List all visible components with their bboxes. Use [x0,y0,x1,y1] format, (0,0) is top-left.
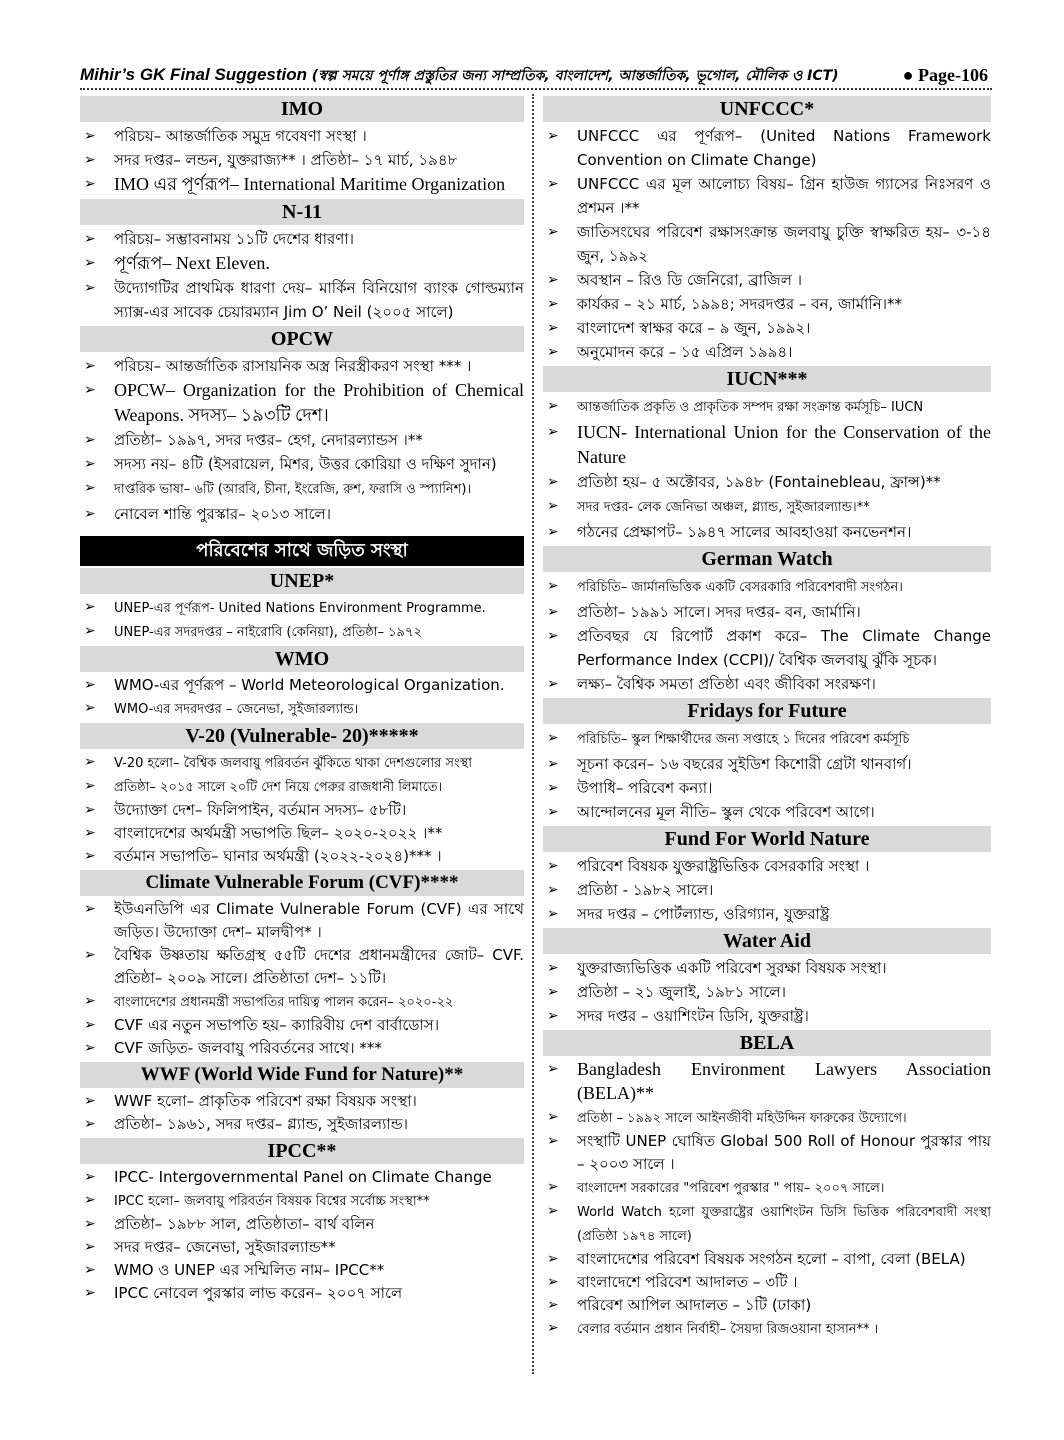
arrow-bullet-icon: ➢ [547,756,559,772]
arrow-bullet-icon: ➢ [547,1274,559,1290]
arrow-bullet-icon: ➢ [547,906,559,922]
arrow-bullet-icon: ➢ [547,604,559,620]
list-item [80,944,524,990]
arrow-bullet-icon: ➢ [84,1285,96,1301]
imo-list [80,124,524,197]
header-title [80,64,839,88]
item-text: প্রতিষ্ঠা – ১৯৯২ সালে আইনজীবী মহিউদ্দিন ফারুকের উদ্যোগে। [577,1111,907,1126]
arrow-bullet-icon: ➢ [84,456,96,472]
item-text: সদর দপ্তর– জেনেভা, সুইজারল্যান্ড** [114,1238,336,1256]
item-text: সদস্য নয়– ৪টি (ইসরায়েল, মিশর, উত্তর কোরিয়া ও দক্ষিণ সুদান) [114,455,497,473]
item-text: UNFCCC এর পূর্ণরূপ– (United Nations Framework Convention on Climate Change) [577,127,991,169]
list-item [543,520,991,544]
arrow-bullet-icon: ➢ [547,344,559,360]
list-item [80,822,524,845]
arrow-bullet-icon: ➢ [547,1320,559,1336]
list-item [543,854,991,878]
item-text: প্রতিষ্ঠা– ২০১৫ সালে ২০টি দেশ নিয়ে পেরুর রাজধানী লিমাতে। [114,780,443,795]
list-item [543,1004,991,1028]
list-item [80,1259,524,1282]
arrow-bullet-icon: ➢ [547,224,559,240]
list-item [543,470,991,494]
iucn-list [543,394,991,544]
header-title-text: Mihir’s GK Final Suggestion [80,65,308,84]
item-text: দাপ্তরিক ভাষা– ৬টি (আরবি, চীনা, ইংরেজি, রুশ, ফরাসি ও স্প্যানিশ)। [114,482,472,497]
item-text: যুক্তরাজ্যভিত্তিক একটি পরিবেশ সুরক্ষা বিষয়ক সংস্থা। [577,959,887,977]
arrow-bullet-icon: ➢ [84,599,96,615]
item-text: WMO ও UNEP এর সম্মিলিত নাম– IPCC** [114,1261,385,1279]
item-text: IUCN- International Union for the Conservation of the Nature [577,422,991,467]
arrow-bullet-icon: ➢ [84,623,96,639]
list-item [80,1113,524,1136]
item-text: পরিচয়– আন্তর্জাতিক সমুদ্র গবেষণা সংস্থা । [114,127,367,145]
list-item [80,1037,524,1060]
list-item [543,956,991,980]
arrow-bullet-icon: ➢ [84,432,96,448]
unfccc-list [543,124,991,364]
item-text: UNEP-এর সদরদপ্তর – নাইরোবি (কেনিয়া), প্রতিষ্ঠা– ১৯৭২ [114,625,422,640]
section-title-water-aid: Water Aid [543,928,991,954]
section-title-cvf: Climate Vulnerable Forum (CVF)**** [80,870,524,896]
environment-heading: পরিবেশের সাথে জড়িত সংস্থা [80,536,524,566]
item-text: বাংলাদেশ স্বাক্ষর করে – ৯ জুন, ১৯৯২। [577,319,811,337]
arrow-bullet-icon: ➢ [84,280,96,296]
list-item [543,878,991,902]
arrow-bullet-icon: ➢ [547,398,559,414]
arrow-bullet-icon: ➢ [84,993,96,1009]
header-subtitle: (স্বল্প সময়ে পূর্ণাঙ্গ প্রস্তুতির জন্য সাম্প্রতিক, বাংলাদেশ, আন্তর্জাতিক, ভূগোল, মৌলিক ও ICT) [311,68,839,84]
arrow-bullet-icon: ➢ [84,506,96,522]
arrow-bullet-icon: ➢ [547,628,559,644]
list-item [543,124,991,172]
item-text: পরিচিতি– স্কুল শিক্ষার্থীদের জন্য সপ্তাহে ১ দিনের পরিবেশ কর্মসূচি [577,732,910,747]
arrow-bullet-icon: ➢ [547,320,559,336]
opcw-list [80,354,524,526]
arrow-bullet-icon: ➢ [547,984,559,1000]
arrow-bullet-icon: ➢ [84,947,96,963]
arrow-bullet-icon: ➢ [84,176,96,192]
list-item [543,292,991,316]
list-item [80,354,524,378]
arrow-bullet-icon: ➢ [84,1116,96,1132]
item-text: সদর দপ্তর– লন্ডন, যুক্তরাজ্য** । প্রতিষ্ঠা– ১৭ মার্চ, ১৯৪৮ [114,151,458,169]
item-text: UNFCCC এর মূল আলোচ্য বিষয়– গ্রিন হাউজ গ্যাসের নিঃসরণ ও প্রশমন ।** [577,175,991,217]
arrow-bullet-icon: ➢ [547,1061,559,1077]
arrow-bullet-icon: ➢ [84,1262,96,1278]
item-text: OPCW– Organization for the Prohibition of Chemical Weapons. সদস্য– ১৯৩টি দেশ। [114,380,524,425]
section-title-v20: V-20 (Vulnerable- 20)***** [80,723,524,749]
list-item [80,276,524,324]
arrow-bullet-icon: ➢ [547,424,559,440]
section-title-bela: BELA [543,1030,991,1056]
list-item [80,1236,524,1259]
item-text: বাংলাদেশের অর্থমন্ত্রী সভাপতি ছিল– ২০২০-২০২২ ।** [114,824,443,842]
item-text: বর্তমান সভাপতি– ঘানার অর্থমন্ত্রী (২০২২-২০২৪)*** । [114,847,442,865]
item-text: সূচনা করেন– ১৬ বছরের সুইডিশ কিশোরী গ্রেটা থানবার্গ। [577,755,912,773]
arrow-bullet-icon: ➢ [84,700,96,716]
arrow-bullet-icon: ➢ [547,960,559,976]
item-text: জাতিসংঘের পরিবেশ রক্ষাসংক্রান্ত জলবায়ু চুক্তি স্বাক্ষরিত হয়– ৩-১৪ জুন, ১৯৯২ [577,223,991,265]
list-item [543,1200,991,1248]
item-text: সদর দপ্তর- লেক জেনিভা অঞ্চল, গ্ল্যান্ড, সুইজারল্যান্ড।** [577,500,870,515]
section-title-german-watch: German Watch [543,546,991,572]
arrow-bullet-icon: ➢ [84,825,96,841]
list-item [80,1166,524,1189]
list-item [543,672,991,696]
ipcc-list [80,1166,524,1305]
arrow-bullet-icon: ➢ [84,1093,96,1109]
item-text: প্রতিষ্ঠা হয়– ৫ অক্টোবর, ১৯৪৮ (Fontainebleau, ফ্রান্স)** [577,473,941,491]
arrow-bullet-icon: ➢ [84,152,96,168]
arrow-bullet-icon: ➢ [547,780,559,796]
list-item [543,752,991,776]
item-text: IPCC- Intergovernmental Panel on Climate Change [114,1168,492,1186]
column-divider [532,94,534,1374]
item-text: আন্দোলনের মূল নীতি– স্কুল থেকে পরিবেশ আগে। [577,803,875,821]
list-item [543,1271,991,1294]
arrow-bullet-icon: ➢ [84,848,96,864]
list-item [80,1213,524,1236]
item-text: IPCC নোবেল পুরস্কার লাভ করেন– ২০০৭ সালে [114,1284,403,1302]
arrow-bullet-icon: ➢ [84,128,96,144]
german-watch-list [543,574,991,696]
arrow-bullet-icon: ➢ [84,480,96,496]
list-item [543,420,991,470]
item-text: প্রতিষ্ঠা - ১৯৮২ সালে। [577,881,714,899]
arrow-bullet-icon: ➢ [547,1251,559,1267]
list-item [80,452,524,476]
arrow-bullet-icon: ➢ [84,802,96,818]
arrow-bullet-icon: ➢ [547,858,559,874]
section-title-fridays: Fridays for Future [543,698,991,724]
item-text: নোবেল শান্তি পুরস্কার– ২০১৩ সালে। [114,505,332,523]
list-item [80,775,524,799]
item-text: IMO এর পূর্ণরূপ– International Maritime Organization [114,174,506,194]
arrow-bullet-icon: ➢ [547,272,559,288]
item-text: অনুমোদন করে – ১৫ এপ্রিল ১৯৯৪। [577,343,793,361]
list-item [543,800,991,824]
arrow-bullet-icon: ➢ [84,255,96,271]
arrow-bullet-icon: ➢ [547,1179,559,1195]
arrow-bullet-icon: ➢ [547,1203,559,1219]
item-text: বাংলাদেশের প্রধানমন্ত্রী সভাপতির দায়িত্ব পালন করেন– ২০২০-২২ [114,995,454,1010]
list-item [80,751,524,775]
item-text: প্রতিষ্ঠা– ১৯৬১, সদর দপ্তর– গ্ল্যান্ড, সুইজারল্যান্ড। [114,1115,409,1133]
water-aid-list [543,956,991,1028]
arrow-bullet-icon: ➢ [547,1133,559,1149]
item-text: বাংলাদেশে পরিবেশ আদালত – ৩টি । [577,1273,798,1291]
item-text: WWF হলো– প্রাকৃতিক পরিবেশ রক্ষা বিষয়ক সংস্থা। [114,1092,417,1110]
item-text: WMO-এর পূর্ণরূপ – World Meteorological Organization. [114,676,505,694]
item-text: ইউএনডিপি এর Climate Vulnerable Forum (CVF) এর সাথে জড়িত। উদ্যোক্তা দেশ– মালদ্বীপ* । [114,900,524,941]
bela-list [543,1058,991,1341]
item-text: CVF জড়িত- জলবায়ু পরিবর্তনের সাথে। *** [114,1039,382,1057]
section-title-n11: N-11 [80,199,524,225]
list-item [80,799,524,822]
item-text: সদর দপ্তর – পোর্টল্যান্ড, ওরিগ্যান, যুক্তরাষ্ট্র [577,905,830,923]
arrow-bullet-icon: ➢ [547,1008,559,1024]
left-column [80,94,524,1305]
list-item [80,378,524,428]
list-item [543,726,991,752]
list-item [543,600,991,624]
list-item [543,494,991,520]
arrow-bullet-icon: ➢ [84,1169,96,1185]
list-item [543,1294,991,1317]
list-item [80,502,524,526]
list-item [80,1014,524,1037]
item-text: উদ্যোক্তা দেশ– ফিলিপাইন, বর্তমান সদস্য– ৫৮টি। [114,801,407,819]
item-text: UNEP-এর পূর্ণরূপ- United Nations Environment Programme. [114,601,486,616]
list-item [543,220,991,268]
arrow-bullet-icon: ➢ [84,901,96,917]
arrow-bullet-icon: ➢ [84,1192,96,1208]
list-item [543,316,991,340]
item-text: Bangladesh Environment Lawyers Association (BELA)** [577,1059,991,1103]
arrow-bullet-icon: ➢ [547,524,559,540]
list-item [80,697,524,721]
arrow-bullet-icon: ➢ [547,296,559,312]
item-text: WMO-এর সদরদপ্তর – জেনেভা, সুইজারল্যান্ড। [114,702,359,717]
fund-nature-list [543,854,991,926]
item-text: প্রতিষ্ঠা– ১৯৮৮ সাল, প্রতিষ্ঠাতা– বার্থ বলিন [114,1215,375,1233]
item-text: IPCC হলো– জলবায়ু পরিবর্তন বিষয়ক বিশ্বের সর্বোচ্চ সংস্থা** [114,1194,430,1209]
item-text: কার্যকর – ২১ মার্চ, ১৯৯৪; সদরদপ্তর – বন, জার্মানি।** [577,295,903,313]
list-item [80,674,524,697]
arrow-bullet-icon: ➢ [547,676,559,692]
item-text: বাংলাদেশ সরকারের "পরিবেশ পুরস্কার " পায়– ২০০৭ সালে। [577,1181,885,1196]
list-item [543,1317,991,1341]
item-text: পরিবেশ বিষয়ক যুক্তরাষ্ট্রভিত্তিক বেসরকারি সংস্থা । [577,857,870,875]
unep-list [80,596,524,644]
list-item [80,227,524,251]
arrow-bullet-icon: ➢ [84,754,96,770]
arrow-bullet-icon: ➢ [84,1239,96,1255]
wwf-list [80,1090,524,1136]
item-text: লক্ষ্য– বৈশ্বিক সমতা প্রতিষ্ঠা এবং জীবিকা সংরক্ষণ। [577,675,876,693]
arrow-bullet-icon: ➢ [547,882,559,898]
section-title-fund-nature: Fund For World Nature [543,826,991,852]
item-text: প্রতিষ্ঠা– ১৯৯১ সালে। সদর দপ্তর- বন, জার্মানি। [577,603,861,621]
section-title-unfccc: UNFCCC* [543,96,991,122]
item-text: প্রতিষ্ঠা– ১৯৯৭, সদর দপ্তর– হেগ, নেদারল্যান্ডস ।** [114,431,423,449]
item-text: পরিবেশ আপিল আদালত – ১টি (ঢাকা) [577,1296,812,1314]
arrow-bullet-icon: ➢ [84,382,96,398]
list-item [80,148,524,172]
arrow-bullet-icon: ➢ [547,804,559,820]
list-item [80,428,524,452]
item-text: CVF এর নতুন সভাপতি হয়– ক্যারিবীয় দেশ বার্বাডোস। [114,1016,440,1034]
list-item [80,990,524,1014]
list-item [543,1106,991,1130]
item-text: পরিচিতি– জার্মানভিত্তিক একটি বেসরকারি পরিবেশবাদী সংগঠন। [577,580,903,595]
arrow-bullet-icon: ➢ [547,498,559,514]
item-text: প্রতিষ্ঠা – ২১ জুলাই, ১৯৮১ সালে। [577,983,786,1001]
list-item [543,1176,991,1200]
wmo-list [80,674,524,721]
list-item [80,476,524,502]
item-text: বাংলাদেশের পরিবেশ বিষয়ক সংগঠন হলো – বাপা, বেলা (BELA) [577,1250,966,1268]
arrow-bullet-icon: ➢ [84,778,96,794]
list-item [80,1189,524,1213]
n11-list [80,227,524,324]
list-item [80,1090,524,1113]
fridays-list [543,726,991,824]
list-item [543,776,991,800]
arrow-bullet-icon: ➢ [547,128,559,144]
arrow-bullet-icon: ➢ [547,176,559,192]
page-number: ● Page-106 [902,65,988,85]
list-item [543,574,991,600]
item-text: আন্তর্জাতিক প্রকৃতি ও প্রাকৃতিক সম্পদ রক্ষা সংক্রান্ত কর্মসূচি– IUCN [577,400,924,415]
item-text: উপাধি– পরিবেশ কন্যা। [577,779,713,797]
list-item [543,1130,991,1176]
list-item [543,902,991,926]
list-item [80,898,524,944]
item-text: বৈশ্বিক উষ্ণতায় ক্ষতিগ্রস্থ ৫৫টি দেশের প্রধানমন্ত্রীদের জোট– CVF. প্রতিষ্ঠা– ২০০৯ সালে। প্রতিষ্ঠাতা দেশ– ১১টি। [114,946,524,987]
section-title-opcw: OPCW [80,326,524,352]
item-text: পরিচয়– সম্ভাবনাময় ১১টি দেশের ধারণা। [114,230,355,248]
list-item [543,1058,991,1106]
arrow-bullet-icon: ➢ [84,1040,96,1056]
arrow-bullet-icon: ➢ [84,677,96,693]
item-text: সংস্থাটি UNEP ঘোষিত Global 500 Roll of Honour পুরস্কার পায় – ২০০৩ সালে । [577,1132,991,1173]
arrow-bullet-icon: ➢ [84,1216,96,1232]
list-item [543,172,991,220]
arrow-bullet-icon: ➢ [547,578,559,594]
arrow-bullet-icon: ➢ [547,1297,559,1313]
list-item [80,251,524,276]
list-item [80,620,524,644]
right-column [543,94,991,1341]
section-title-iucn: IUCN*** [543,366,991,392]
list-item [80,124,524,148]
v20-list [80,751,524,868]
list-item [543,394,991,420]
arrow-bullet-icon: ➢ [547,730,559,746]
item-text: সদর দপ্তর – ওয়াশিংটন ডিসি, যুক্তরাষ্ট্র। [577,1007,809,1025]
item-text: V-20 হলো– বৈশ্বিক জলবায়ু পরিবর্তন ঝুঁকিতে থাকা দেশগুলোর সংস্থা [114,756,472,771]
arrow-bullet-icon: ➢ [84,1017,96,1033]
item-text: গঠনের প্রেক্ষাপট– ১৯৪৭ সালের আবহাওয়া কনভেনশন। [577,523,912,541]
item-text: বেলার বর্তমান প্রধান নির্বাহী– সৈয়দা রিজওয়ানা হাসান** । [577,1322,879,1337]
item-text: পূর্ণরূপ– Next Eleven. [114,253,270,273]
arrow-bullet-icon: ➢ [547,1109,559,1125]
page-header [80,62,992,90]
list-item [543,624,991,672]
list-item [80,845,524,868]
list-item [543,980,991,1004]
item-text: অবস্থান – রিও ডি জেনিরো, ব্রাজিল । [577,271,803,289]
item-text: উদ্যোগটির প্রাথমিক ধারণা দেয়– মার্কিন বিনিয়োগ ব্যাংক গোল্ডম্যান স্যাক্স-এর সাবেক চেয়ারম্যান Jim O’ Neil (২০০৫ সালে) [114,279,524,321]
arrow-bullet-icon: ➢ [84,231,96,247]
section-title-wmo: WMO [80,646,524,672]
arrow-bullet-icon: ➢ [547,474,559,490]
list-item [543,268,991,292]
list-item [80,172,524,197]
section-title-imo: IMO [80,96,524,122]
list-item [543,1248,991,1271]
section-title-unep: UNEP* [80,568,524,594]
cvf-list [80,898,524,1060]
arrow-bullet-icon: ➢ [84,358,96,374]
list-item [543,340,991,364]
item-text: World Watch হলো যুক্তরাষ্ট্রের ওয়াশিংটন ডিসি ভিত্তিক পরিবেশবাদী সংস্থা (প্রতিষ্ঠা ১৯৭৪ সালে) [577,1205,991,1244]
section-title-wwf: WWF (World Wide Fund for Nature)** [80,1062,524,1088]
section-title-ipcc: IPCC** [80,1138,524,1164]
item-text: প্রতিবছর যে রিপোর্ট প্রকাশ করে– The Climate Change Performance Index (CCPI)/ বৈশ্বিক জলবায়ু ঝুঁকি সূচক। [577,627,991,669]
list-item [80,596,524,620]
list-item [80,1282,524,1305]
item-text: পরিচয়– আন্তর্জাতিক রাসায়নিক অস্ত্র নিরস্ত্রীকরণ সংস্থা *** । [114,357,472,375]
